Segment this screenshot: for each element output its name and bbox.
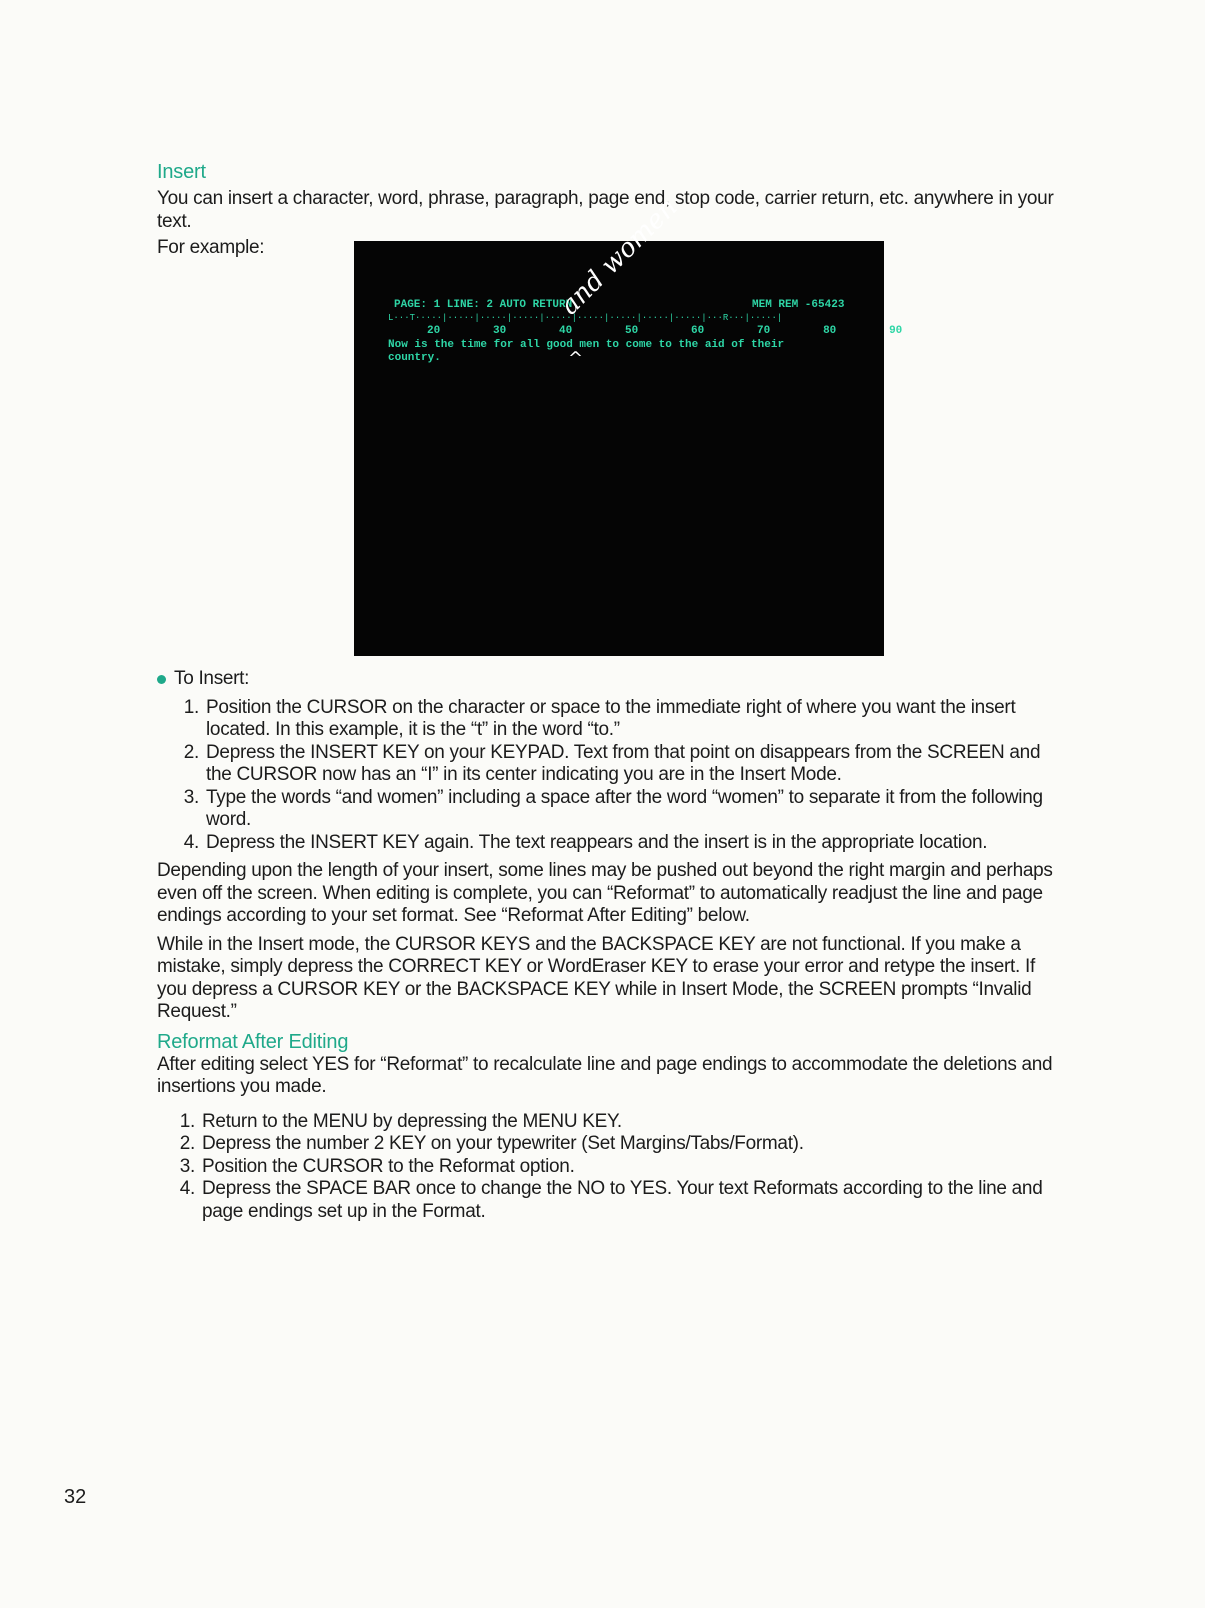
reformat-heading: Reformat After Editing bbox=[157, 1030, 349, 1053]
insert-step: 1. Position the CURSOR on the character or space to the immediate right of where you want the insert located. In this example, it is the “t” in the word “to.” bbox=[204, 697, 1062, 742]
insert-step: 2. Depress the INSERT KEY on your KEYPAD. Text from that point on disappears from the SCREEN and the CURSOR now has an “I” in its center indicating you are in the Insert Mode. bbox=[204, 742, 1062, 787]
reformat-intro: After editing select YES for “Reformat” to recalculate line and page endings to accommodate the deletions and insertions you made. bbox=[157, 1053, 1053, 1097]
handwritten-insert-annotation: and women bbox=[554, 192, 684, 321]
insert-step: 3. Type the words “and women” including a space after the word “women” to separate it from the following word. bbox=[204, 787, 1062, 832]
screen-status-left: PAGE: 1 LINE: 2 AUTO RETURN bbox=[394, 299, 573, 311]
paragraph-insert-length: Depending upon the length of your insert, some lines may be pushed out beyond the right margin and perhaps even off the screen. When editing is complete, you can “Reformat” to automatically readjust the line and page endings according to your set format. See “Reformat After Editing” below. bbox=[157, 860, 1053, 926]
page-number: 32 bbox=[64, 1486, 87, 1508]
insert-steps-list bbox=[157, 697, 1062, 855]
screen-text-line-1: Now is the time for all good men to come to the aid of their bbox=[388, 339, 785, 351]
paragraph-insert-mode: While in the Insert mode, the CURSOR KEYS and the BACKSPACE KEY are not functional. If you make a mistake, simply depress the CORRECT KEY or WordEraser KEY to erase your error and retype the insert. If you depress a CURSOR KEY or the BACKSPACE KEY while in Insert Mode, the SCREEN prompts “Invalid Request.” bbox=[157, 933, 1035, 1022]
page-content bbox=[157, 160, 1062, 1223]
insert-caret-mark: ^ bbox=[568, 348, 584, 369]
reformat-steps-list bbox=[157, 1111, 1062, 1224]
reformat-step: 1. Return to the MENU by depressing the MENU KEY. bbox=[200, 1111, 1062, 1134]
insert-heading: Insert bbox=[157, 161, 206, 183]
screen-text-line-2: country. bbox=[388, 352, 441, 364]
screen-ruler: L···T·····|·····|·····|·····|·····|·····|·····|·····|·····|···R···|·····| bbox=[388, 313, 783, 323]
example-label: For example: bbox=[157, 237, 265, 258]
insert-step: 4. Depress the INSERT KEY again. The text reappears and the insert is in the appropriate location. bbox=[204, 832, 1062, 855]
to-insert-label-text: To Insert: bbox=[174, 668, 250, 689]
screen-ruler-numbers: 20 30 40 50 60 70 80 90 bbox=[394, 325, 903, 337]
reformat-step: 4. Depress the SPACE BAR once to change the NO to YES. Your text Reformats according to the line and page endings set up in the Format. bbox=[200, 1178, 1062, 1223]
reformat-step: 3. Position the CURSOR to the Reformat option. bbox=[200, 1156, 1062, 1179]
bullet-dot-icon bbox=[157, 675, 166, 684]
screen-status-right: MEM REM -65423 bbox=[752, 299, 845, 311]
insert-intro: You can insert a character, word, phrase, paragraph, page end, stop code, carrier return, etc. anywhere in your text. bbox=[157, 188, 1054, 232]
reformat-step: 2. Depress the number 2 KEY on your typewriter (Set Margins/Tabs/Format). bbox=[200, 1133, 1062, 1156]
to-insert-label bbox=[157, 668, 1062, 691]
